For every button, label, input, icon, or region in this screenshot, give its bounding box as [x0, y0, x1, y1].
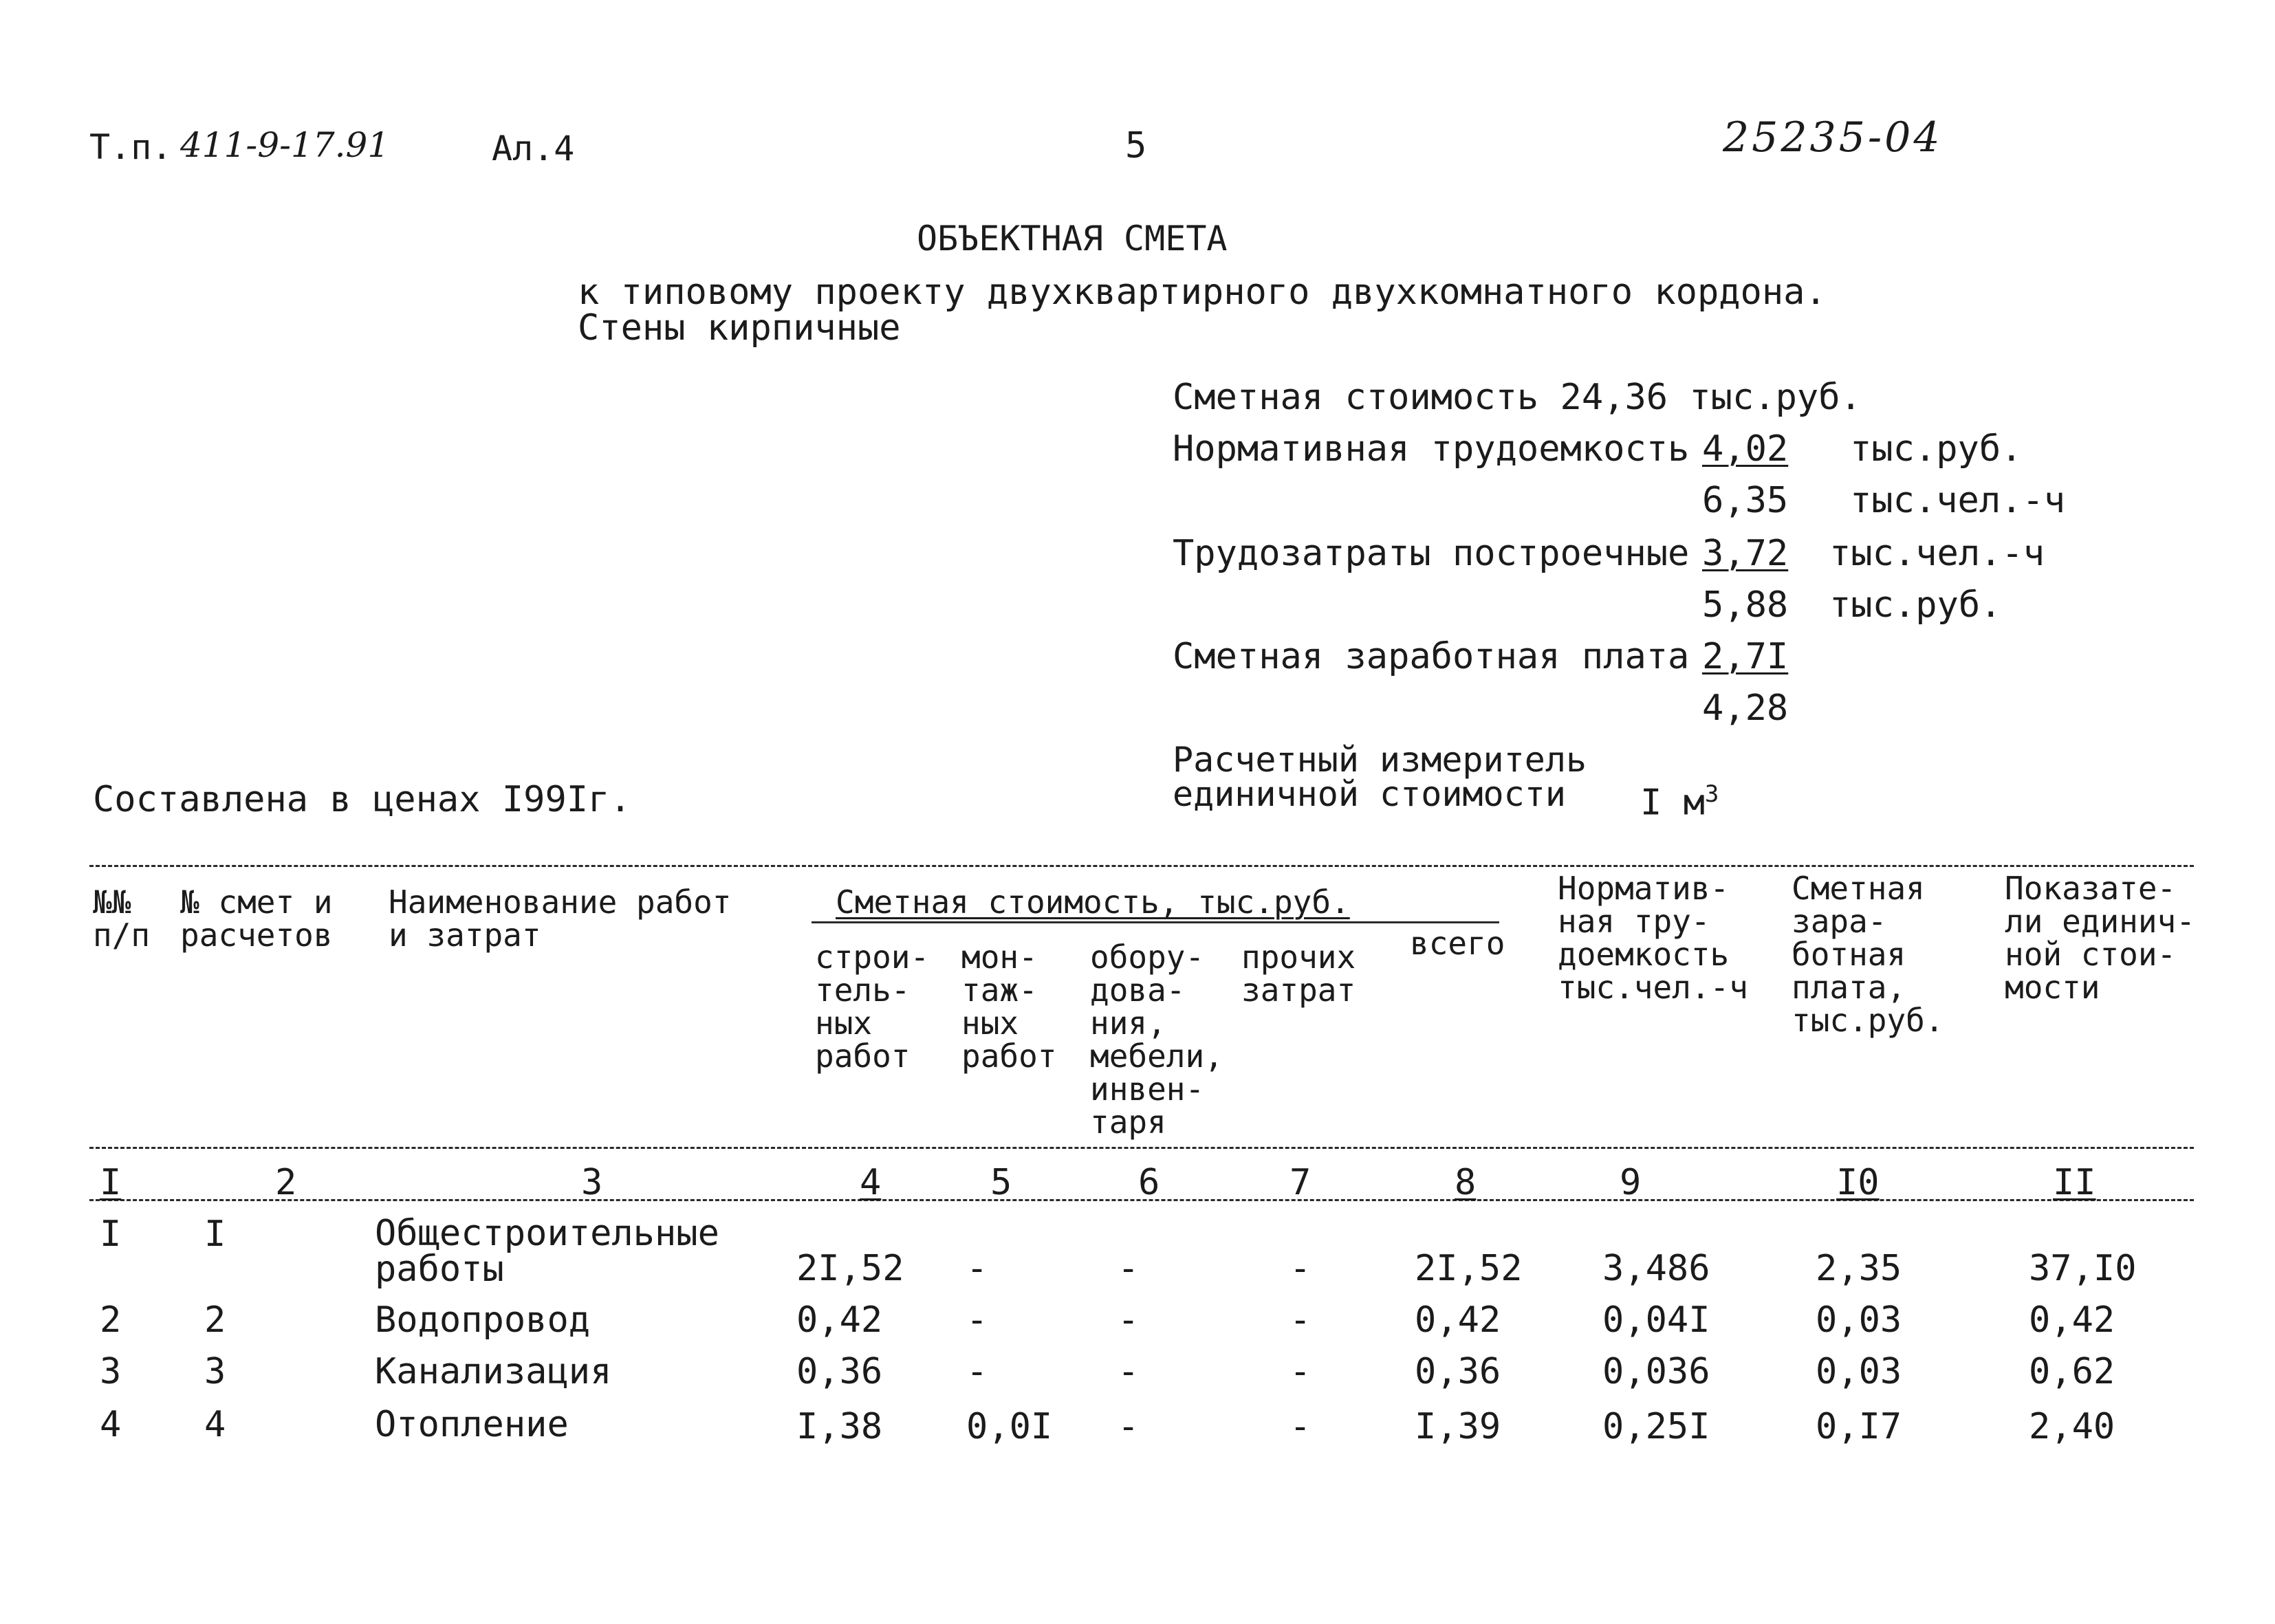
table-row-labor: 3,486 — [1602, 1248, 1710, 1289]
site-labor-value-2: 5,88 — [1702, 584, 1789, 626]
column-number: I0 — [1836, 1162, 1880, 1203]
table-row-wage: 2,35 — [1816, 1248, 1902, 1289]
table-row-estimate: 2 — [204, 1299, 226, 1341]
column-number: II — [2053, 1162, 2096, 1203]
table-row-total: 2I,52 — [1415, 1248, 1523, 1289]
header-unit-cost-indicators: Показате- ли единич- ной стои- мости — [2005, 870, 2195, 1006]
tp-number: 411-9-17.91 — [180, 125, 390, 165]
labor-intensity-value-1: 4,02 — [1702, 428, 1789, 470]
table-row-other: - — [1289, 1351, 1311, 1392]
document-number: 25235-04 — [1723, 113, 1943, 162]
table-row-total: I,39 — [1415, 1406, 1501, 1447]
table-row-number: 4 — [100, 1404, 122, 1445]
table-row-unit-cost: 0,62 — [2029, 1351, 2115, 1392]
table-top-rule — [89, 865, 2194, 867]
table-row-estimate: I — [204, 1214, 226, 1255]
unit-meter-superscript: 3 — [1704, 780, 1719, 808]
table-row-unit-cost: 2,40 — [2029, 1406, 2115, 1447]
header-estimate-number: № смет и расчетов — [180, 884, 333, 954]
estimated-cost: Сметная стоимость 24,36 тыс.руб. — [1173, 377, 1862, 418]
header-estimated-cost-group: Сметная стоимость, тыс.руб. — [836, 884, 1350, 921]
header-labor-intensity: Норматив- ная тру- доемкость тыс.чел.-ч — [1558, 870, 1748, 1006]
wage-value-2: 4,28 — [1702, 688, 1789, 729]
unit-meter-line2: единичной стоимости — [1173, 774, 1566, 814]
labor-intensity-label: Нормативная трудоемкость — [1173, 428, 1690, 470]
column-number: 3 — [581, 1162, 603, 1203]
table-row-labor: 0,04I — [1602, 1299, 1710, 1341]
site-labor-unit-1: тыс.чел.-ч — [1829, 533, 2045, 574]
table-row-number: I — [100, 1214, 122, 1255]
site-labor-label: Трудозатраты построечные — [1173, 533, 1690, 574]
group-header-rule — [812, 921, 1499, 923]
table-row-construction: 0,36 — [796, 1351, 883, 1392]
prices-note: Составлена в ценах I99Iг. — [93, 779, 631, 820]
unit-meter-value — [1640, 777, 1719, 824]
table-row-other: - — [1289, 1248, 1311, 1289]
table-row-name: Отопление — [375, 1404, 569, 1445]
table-row-total: 0,36 — [1415, 1351, 1501, 1392]
site-labor-value-1: 3,72 — [1702, 533, 1789, 574]
table-row-construction: 0,42 — [796, 1299, 883, 1341]
unit-meter-value-text: I м — [1640, 782, 1705, 824]
title-subject-line: к типовому проекту двухквартирного двухкомнатного кордона. — [578, 272, 1827, 313]
table-row-other: - — [1289, 1299, 1311, 1341]
column-number: 5 — [990, 1162, 1012, 1203]
column-number: I — [100, 1162, 122, 1203]
column-number: 7 — [1289, 1162, 1311, 1203]
table-row-wage: 0,03 — [1816, 1299, 1902, 1341]
table-row-estimate: 3 — [204, 1351, 226, 1392]
table-row-name: Водопровод — [375, 1299, 591, 1341]
table-row-construction: I,38 — [796, 1406, 883, 1447]
table-row-equipment: - — [1118, 1351, 1140, 1392]
column-number: 8 — [1455, 1162, 1477, 1203]
table-row-number: 3 — [100, 1351, 122, 1392]
header-wage: Сметная зара- ботная плата, тыс.руб. — [1792, 870, 1944, 1039]
header-construction-works: строи- тель- ных работ — [815, 939, 930, 1075]
wage-value-1: 2,7I — [1702, 636, 1789, 677]
column-number: 2 — [275, 1162, 297, 1203]
table-row-equipment: - — [1118, 1299, 1140, 1341]
table-row-installation: - — [966, 1248, 988, 1289]
table-row-other: - — [1289, 1406, 1311, 1447]
site-labor-unit-2: тыс.руб. — [1829, 584, 2002, 626]
table-row-equipment: - — [1118, 1248, 1140, 1289]
table-row-name: Канализация — [375, 1351, 612, 1392]
table-row-labor: 0,036 — [1602, 1351, 1710, 1392]
table-row-labor: 0,25I — [1602, 1406, 1710, 1447]
table-row-total: 0,42 — [1415, 1299, 1501, 1341]
header-installation-works: мон- таж- ных работ — [961, 939, 1057, 1075]
table-row-installation: - — [966, 1351, 988, 1392]
column-number: 4 — [860, 1162, 882, 1203]
labor-intensity-unit-2: тыс.чел.-ч — [1850, 480, 2066, 521]
tp-prefix: Т.п. — [89, 127, 173, 167]
header-equipment: обору- дова- ния, мебели, инвен- таря — [1090, 939, 1223, 1141]
table-row-number: 2 — [100, 1299, 122, 1341]
table-header-bottom-rule — [89, 1147, 2194, 1149]
labor-intensity-unit-1: тыс.руб. — [1850, 428, 2023, 470]
header-other-costs: прочих затрат — [1241, 939, 1356, 1009]
labor-intensity-value-2: 6,35 — [1702, 480, 1789, 521]
table-row-name: Общестроительные работы — [375, 1213, 719, 1290]
column-number: 6 — [1138, 1162, 1160, 1203]
table-row-unit-cost: 37,I0 — [2029, 1248, 2137, 1289]
header-row-number: №№ п/п — [93, 884, 151, 954]
column-number: 9 — [1620, 1162, 1642, 1203]
table-row-wage: 0,I7 — [1816, 1406, 1902, 1447]
table-row-construction: 2I,52 — [796, 1248, 904, 1289]
title-walls-line: Стены кирпичные — [578, 307, 901, 349]
table-row-installation: 0,0I — [966, 1406, 1053, 1447]
table-row-estimate: 4 — [204, 1404, 226, 1445]
wage-label: Сметная заработная плата — [1173, 636, 1690, 677]
document-title: ОБЪЕКТНАЯ СМЕТА — [917, 219, 1228, 259]
table-row-installation: - — [966, 1299, 988, 1341]
table-row-unit-cost: 0,42 — [2029, 1299, 2115, 1341]
page-number: 5 — [1125, 125, 1147, 166]
album-label: Ал.4 — [492, 129, 575, 168]
header-work-name: Наименование работ и затрат — [389, 884, 732, 954]
table-row-wage: 0,03 — [1816, 1351, 1902, 1392]
unit-meter-line1: Расчетный измеритель — [1173, 740, 1587, 780]
table-row-equipment: - — [1118, 1406, 1140, 1447]
header-total: всего — [1410, 925, 1505, 962]
